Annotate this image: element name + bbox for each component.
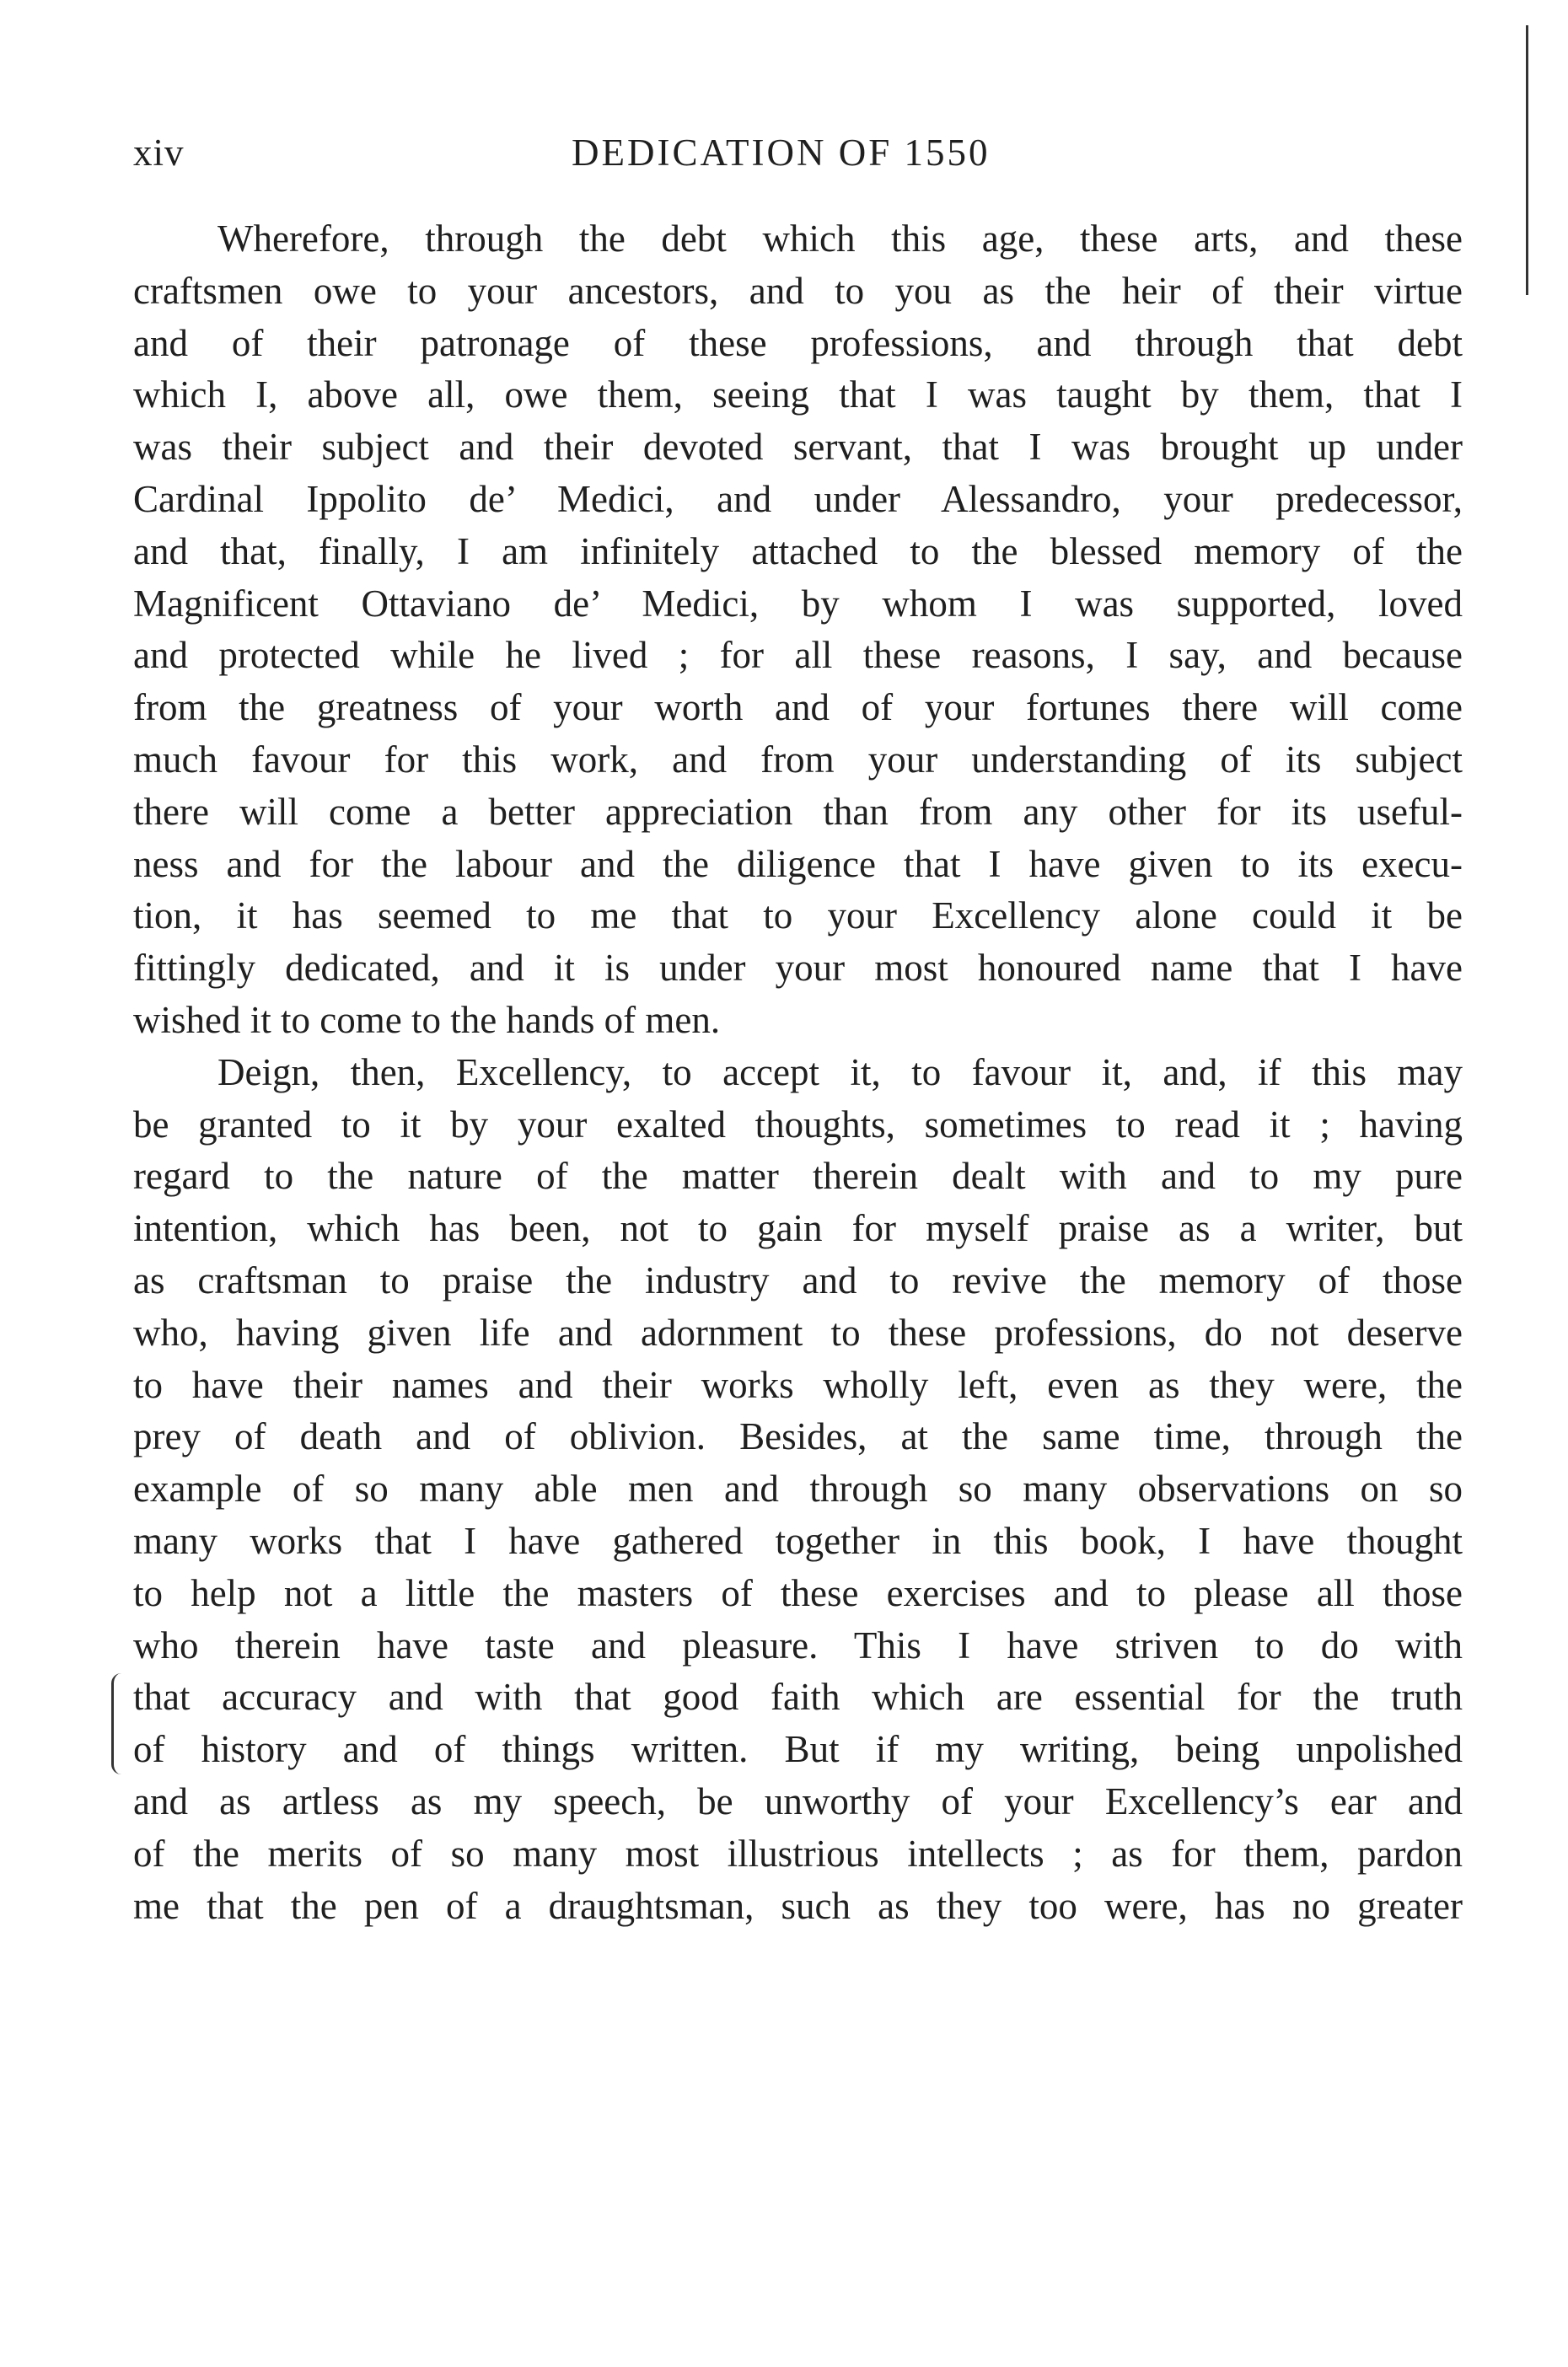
text-line: be granted to it by your exalted thoughts, sometimes to read it ; having — [133, 1103, 1463, 1146]
text-line: which I, above all, owe them, seeing that I was taught by them, that I — [133, 373, 1463, 416]
text-line: and protected while he lived ; for all these reasons, I say, and because — [133, 634, 1463, 677]
text-line: from the greatness of your worth and of your fortunes there will come — [133, 686, 1463, 729]
text-line: Wherefore, through the debt which this age, these arts, and these — [217, 217, 1463, 260]
text-line: of the merits of so many most illustrious intellects ; as for them, pardon — [133, 1832, 1463, 1875]
margin-bracket-mark — [111, 1673, 126, 1774]
text-line: Cardinal Ippolito de’ Medici, and under Alessandro, your predecessor, — [133, 477, 1463, 520]
text-line: to have their names and their works wholly left, even as they were, the — [133, 1363, 1463, 1406]
text-line: was their subject and their devoted servant, that I was brought up under — [133, 426, 1463, 469]
text-line: Deign, then, Excellency, to accept it, to favour it, and, if this may — [217, 1050, 1463, 1093]
text-line: that accuracy and with that good faith which are essential for the truth — [133, 1676, 1463, 1719]
text-line: intention, which has been, not to gain for myself praise as a writer, but — [133, 1207, 1463, 1250]
text-line: ness and for the labour and the diligence that I have given to its execu- — [133, 842, 1463, 885]
text-line: and of their patronage of these professions, and through that debt — [133, 321, 1463, 364]
text-line: craftsmen owe to your ancestors, and to you as the heir of their virtue — [133, 269, 1463, 312]
text-line: fittingly dedicated, and it is under your most honoured name that I have — [133, 947, 1463, 990]
text-line: there will come a better appreciation than from any other for its useful- — [133, 790, 1463, 833]
margin-pencil-mark — [1526, 25, 1533, 295]
running-title: DEDICATION OF 1550 — [572, 132, 991, 174]
text-line: to help not a little the masters of these exercises and to please all those — [133, 1571, 1463, 1614]
page-header — [133, 131, 1465, 190]
text-line: regard to the nature of the matter therein dealt with and to my pure — [133, 1155, 1463, 1198]
text-line: example of so many able men and through so many observations on so — [133, 1468, 1463, 1511]
text-line: much favour for this work, and from your understanding of its subject — [133, 738, 1463, 781]
page-number: xiv — [133, 132, 185, 174]
paragraph-1 — [133, 213, 1463, 1047]
text-line: who, having given life and adornment to these professions, do not deserve — [133, 1311, 1463, 1354]
text-line: of history and of things written. But if my writing, being unpolished — [133, 1728, 1463, 1771]
text-line: wished it to come to the hands of men. — [133, 998, 721, 1041]
text-line: prey of death and of oblivion. Besides, at the same time, through the — [133, 1415, 1463, 1458]
body-text — [133, 213, 1463, 1932]
paragraph-2 — [133, 1047, 1463, 1933]
text-line: and as artless as my speech, be unworthy of your Excellency’s ear and — [133, 1779, 1463, 1822]
text-line: and that, finally, I am infinitely attached to the blessed memory of the — [133, 529, 1463, 572]
text-line: tion, it has seemed to me that to your Excellency alone could it be — [133, 894, 1463, 937]
text-line: many works that I have gathered together in this book, I have thought — [133, 1519, 1463, 1562]
text-line: Magnificent Ottaviano de’ Medici, by whom I was supported, loved — [133, 582, 1463, 625]
text-line: as craftsman to praise the industry and to revive the memory of those — [133, 1259, 1463, 1302]
text-line: who therein have taste and pleasure. This I have striven to do with — [133, 1624, 1463, 1667]
text-line: me that the pen of a draughtsman, such as they too were, has no greater — [133, 1884, 1463, 1927]
